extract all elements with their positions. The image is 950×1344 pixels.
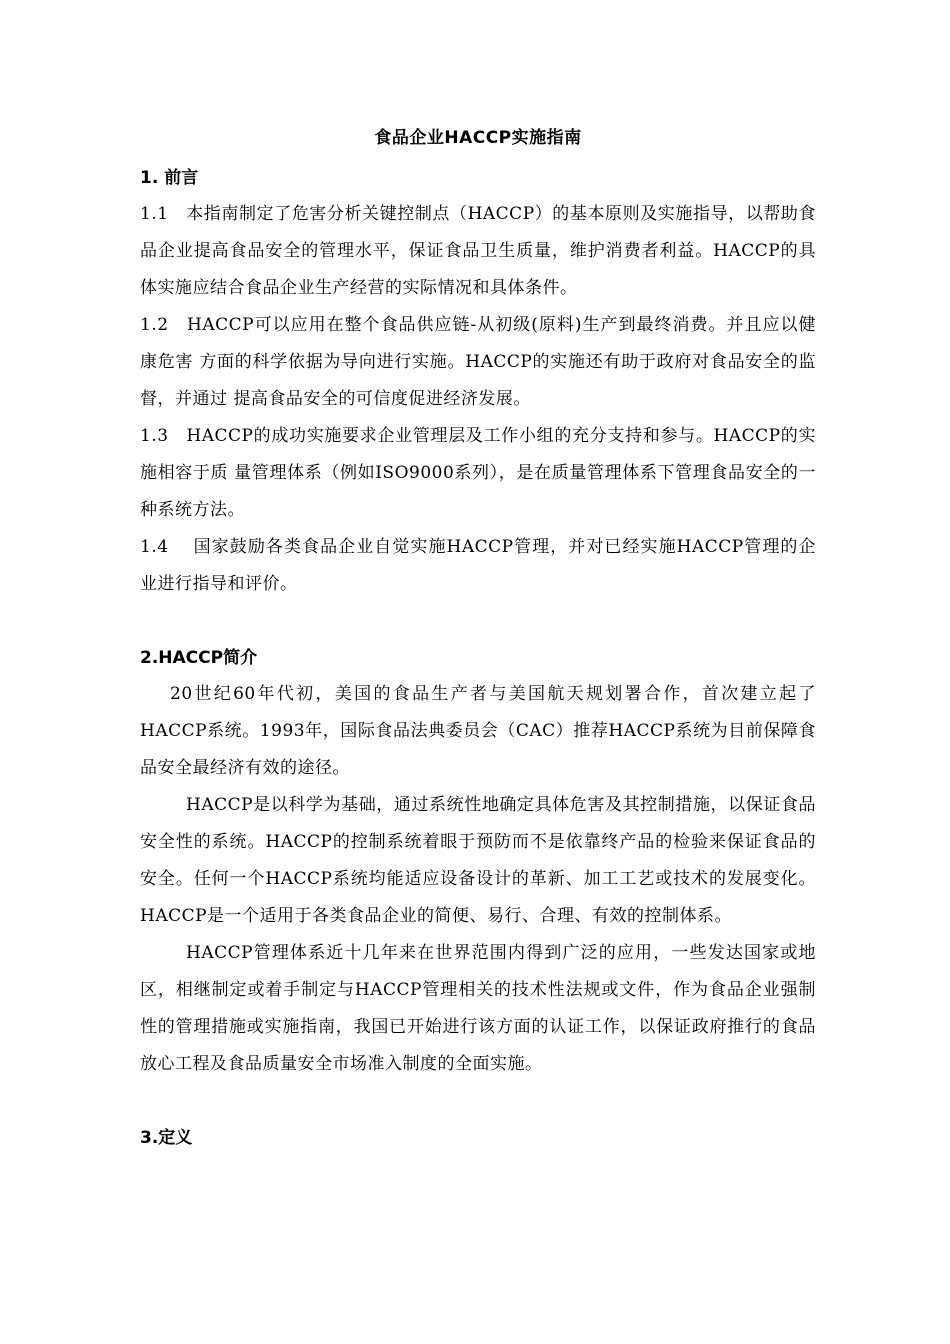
paragraph-2-3: HACCP管理体系近十几年来在世界范围内得到广泛的应用，一些发达国家或地区，相继制定或着手制定与HACCP管理相关的技术性法规或文件，作为食品企业强制性的管理措施或实施指南，我国已开始进行该方面的认证工作，以保证政府推行的食品放心工程及食品质量安全市场准入制度的全面实施。 <box>140 943 816 1074</box>
paragraph-1-4: 1.4 国家鼓励各类食品企业自觉实施HACCP管理，并对已经实施HACCP管理的企业进行指导和评价。 <box>140 537 816 594</box>
section-spacer <box>140 1083 816 1120</box>
paragraph-2-2: HACCP是以科学为基础，通过系统性地确定具体危害及其控制措施，以保证食品安全性的系统。HACCP的控制系统着眼于预防而不是依靠终产品的检验来保证食品的安全。任何一个HACCP系统均能适应设备设计的革新、加工工艺或技术的发展变化。HACCP是一个适用于各类食品企业的简便、易行、合理、有效的控制体系。 <box>140 795 816 926</box>
section-spacer <box>140 603 816 640</box>
document-title: 食品企业HACCP实施指南 <box>374 128 582 148</box>
paragraph-1-1: 1.1 本指南制定了危害分析关键控制点（HACCP）的基本原则及实施指导，以帮助食品企业提高食品安全的管理水平，保证食品卫生质量，维护消费者利益。HACCP的具体实施应结合食品企业生产经营的实际情况和具体条件。 <box>140 204 816 298</box>
section-heading-haccp-intro: 2.HACCP简介 <box>140 648 258 668</box>
document-body <box>140 120 816 1156</box>
section-heading-definitions: 3.定义 <box>140 1128 193 1148</box>
paragraph-2-1: 20世纪60年代初，美国的食品生产者与美国航天规划署合作，首次建立起了HACCP系统。1993年，国际食品法典委员会（CAC）推荐HACCP系统为目前保障食品安全最经济有效的途径。 <box>140 684 816 778</box>
paragraph-1-2: 1.2 HACCP可以应用在整个食品供应链-从初级(原料)生产到最终消费。并且应以健康危害 方面的科学依据为导向进行实施。HACCP的实施还有助于政府对食品安全的监督，并通过 提高食品安全的可信度促进经济发展。 <box>140 315 816 409</box>
paragraph-1-3: 1.3 HACCP的成功实施要求企业管理层及工作小组的充分支持和参与。HACCP的实施相容于质 量管理体系（例如ISO9000系列），是在质量管理体系下管理食品安全的一种系统方法。 <box>140 426 816 520</box>
section-heading-preface: 1. 前言 <box>140 168 199 188</box>
